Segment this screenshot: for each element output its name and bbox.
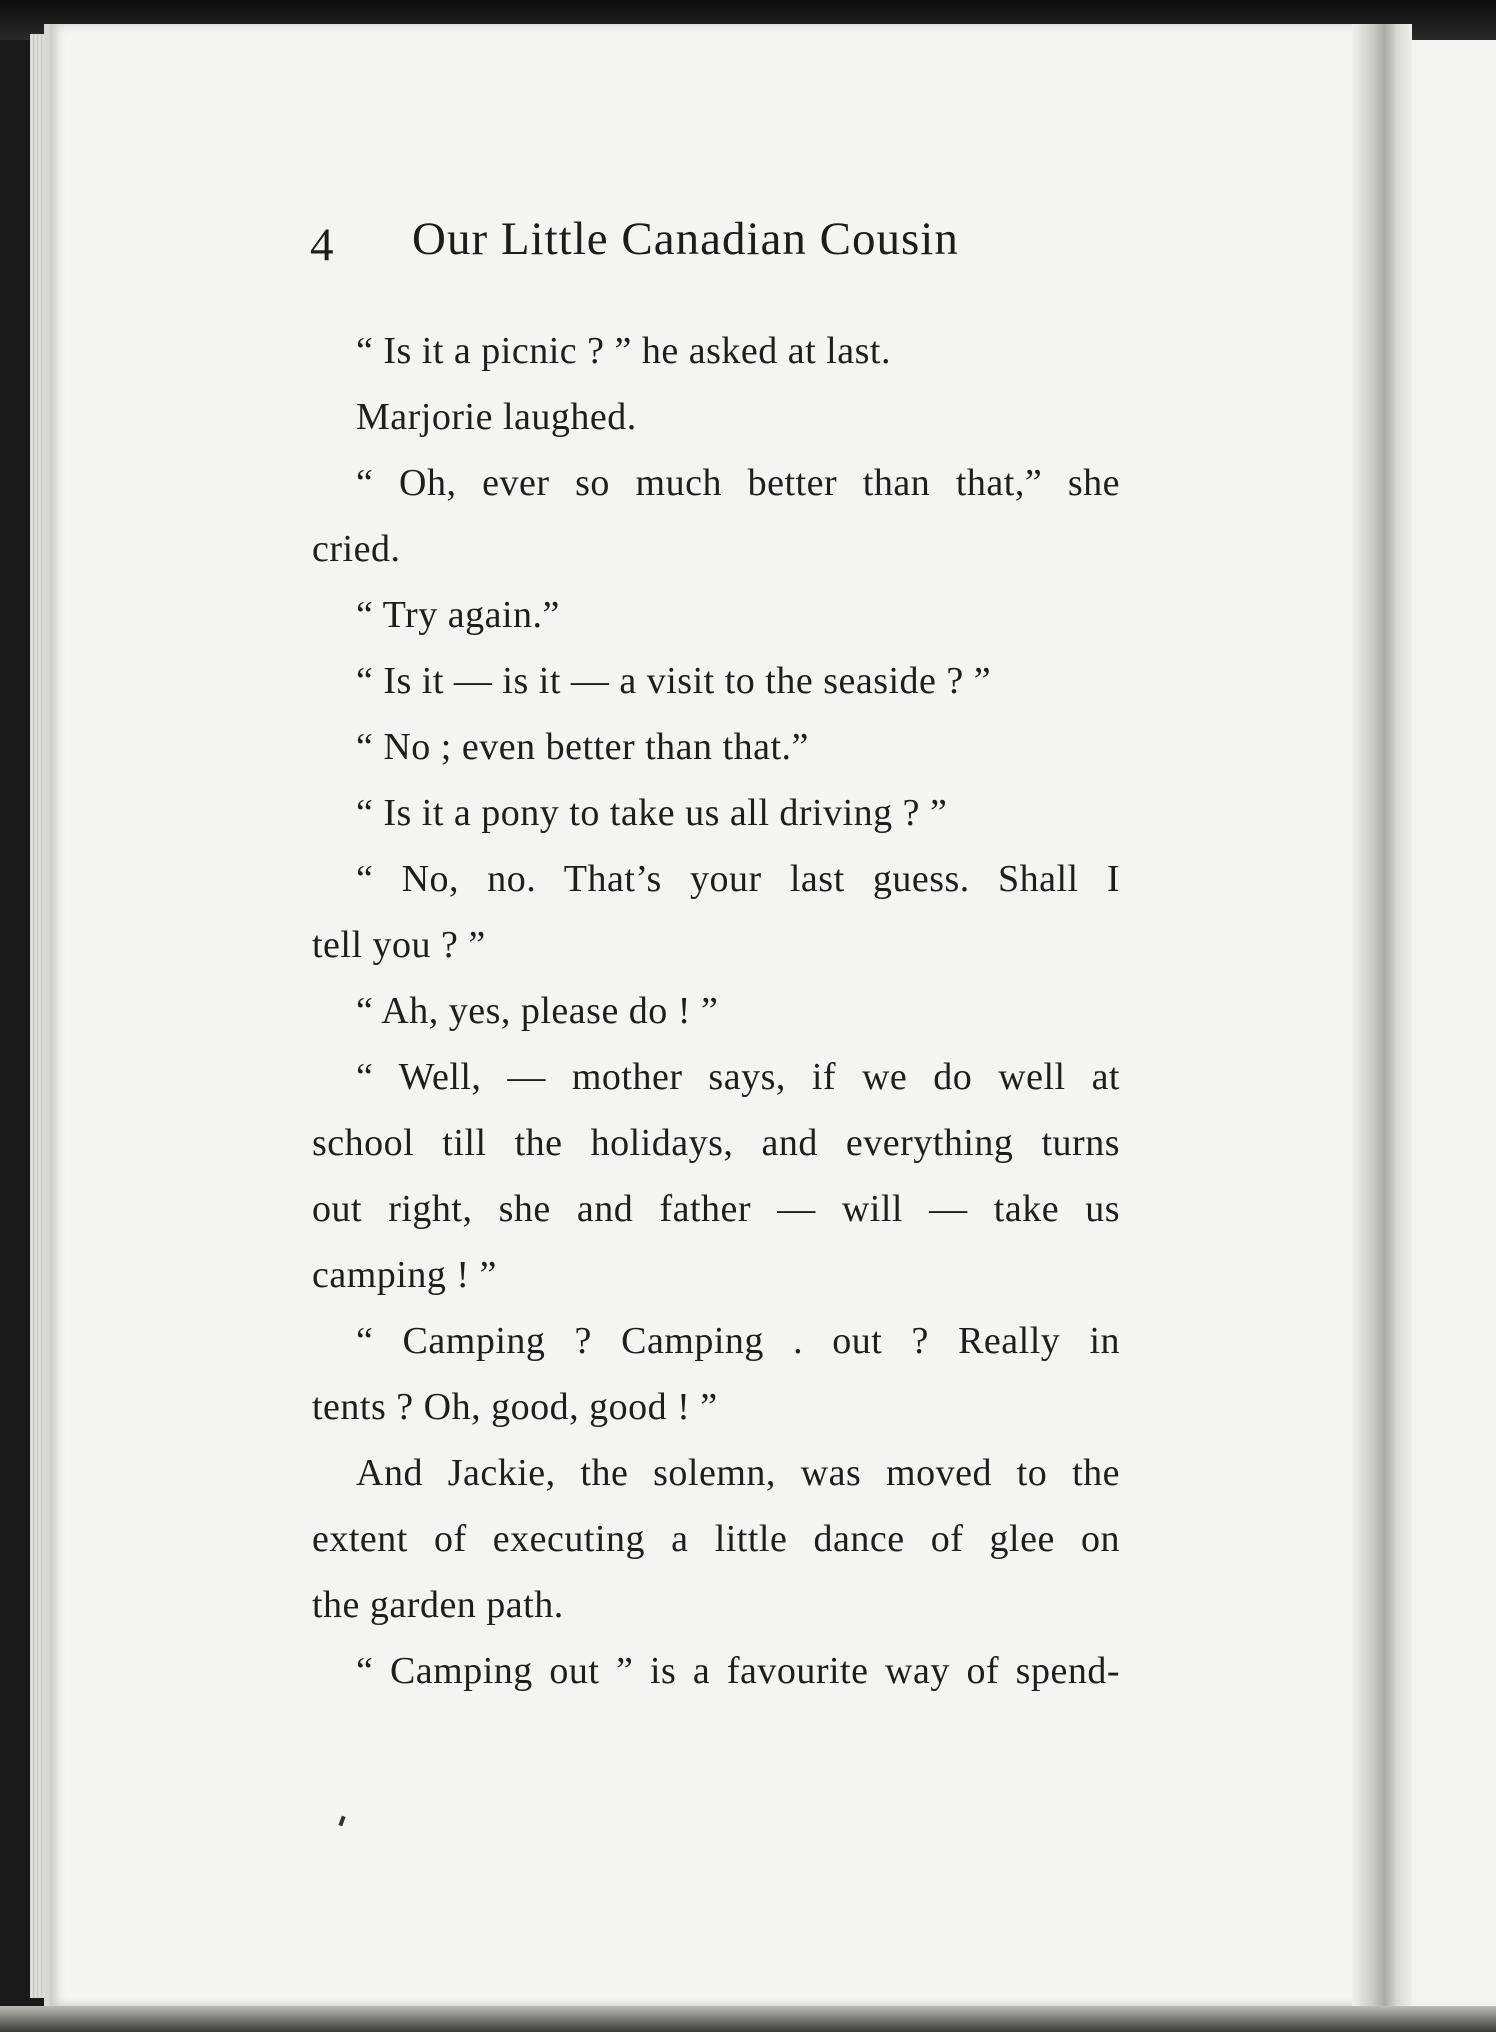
text-line: And Jackie, the solemn, was moved to the xyxy=(356,1452,1120,1494)
text-line: “ Is it a picnic ? ” he asked at last. xyxy=(356,330,891,372)
text-line: tell you ? ” xyxy=(312,924,486,966)
text-line: “ Is it — is it — a visit to the seaside ? ” xyxy=(356,660,992,702)
body-text xyxy=(312,318,1120,1704)
text-line: “ Oh, ever so much better than that,” she xyxy=(356,462,1120,504)
book-title: Our Little Canadian Cousin xyxy=(412,213,959,265)
text-line: tents ? Oh, good, good ! ” xyxy=(312,1386,718,1428)
text-line: “ No, no. That’s your last guess. Shall I xyxy=(356,858,1120,900)
running-head xyxy=(310,212,1130,272)
facing-page xyxy=(1412,40,1496,2006)
text-line: “ Camping ? Camping . out ? Really in xyxy=(356,1320,1120,1362)
text-line: cried. xyxy=(312,528,401,570)
text-line: “ No ; even better than that.” xyxy=(356,726,809,768)
text-line: “ Well, — mother says, if we do well at xyxy=(356,1056,1120,1098)
text-line: the garden path. xyxy=(312,1584,564,1626)
text-line: “ Camping out ” is a favourite way of spend- xyxy=(356,1650,1120,1692)
page-number: 4 xyxy=(310,219,334,271)
text-line: “ Try again.” xyxy=(356,594,560,636)
text-line: Marjorie laughed. xyxy=(356,396,637,438)
book-gutter xyxy=(1352,24,1412,2006)
text-line: camping ! ” xyxy=(312,1254,497,1296)
text-line: school till the holidays, and everything turns xyxy=(312,1122,1120,1164)
scan-background-bottom xyxy=(0,2006,1496,2032)
text-line: “ Is it a pony to take us all driving ? ” xyxy=(356,792,948,834)
text-line: out right, she and father — will — take us xyxy=(312,1188,1120,1230)
text-line: “ Ah, yes, please do ! ” xyxy=(356,990,719,1032)
text-line: extent of executing a little dance of glee on xyxy=(312,1518,1120,1560)
